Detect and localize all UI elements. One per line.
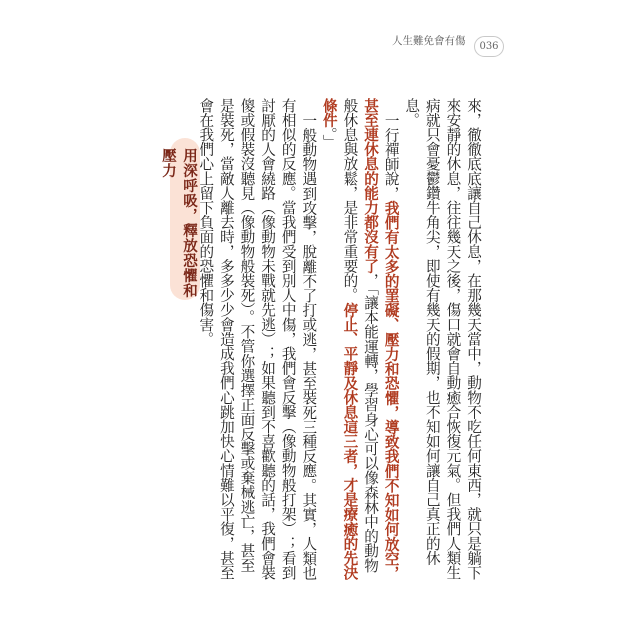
paragraph-2-lead: 一行禪師說， xyxy=(382,112,400,201)
running-title: 人生難免會有傷 xyxy=(392,35,466,47)
paragraph-2 xyxy=(318,98,400,584)
paragraph-3: 一般動物遇到攻擊，脫離不了打或逃，甚至裝死三種反應。其實，人類也有相似的反應。當我們受到別人中傷，我們會反擊（像動物般打架）；看到討厭的人會繞路（像動物未戰就先逃）；如果聽到不喜歡聽的話，我們會裝傻或假裝沒聽見（像動物般裝死）。不管你選擇正面反擊或棄械逃亡，甚至是裝死，當敵人離去時，多多少少會造成我們心跳加快心情難以平復，甚至會在我們心上留下負面的恐懼和傷害。 xyxy=(197,98,318,580)
paragraph-2-end: 。」 xyxy=(320,127,338,150)
page-number: 036 xyxy=(474,36,504,57)
highlight-quote-2: 停止、平靜及休息這三者，才是療癒的先決條件 xyxy=(320,98,359,580)
paragraph-2-middle: ，「讓本能運轉，學習身心可以像森林中的動物般休息與放鬆，是非常重要的。 xyxy=(341,98,380,573)
highlight-quote-1: 我們有太多的罣礙、壓力和恐懼，導致我們不知如何放空，甚至連休息的能力都沒有了 xyxy=(362,98,400,580)
body-text xyxy=(197,98,483,584)
section-heading: 用深呼吸，釋放恐懼和壓力 xyxy=(170,138,200,300)
paragraph-1: 來，徹徹底底讓自己休息，在那幾天當中，動物不吃任何東西，就只是躺下來安靜的休息，往往幾天之後，傷口就會自動癒合恢復元氣。但我們人類生病就只會憂鬱鑽牛角尖，即使有幾天的假期，也不知如何讓自己真正的休息。 xyxy=(403,98,482,580)
